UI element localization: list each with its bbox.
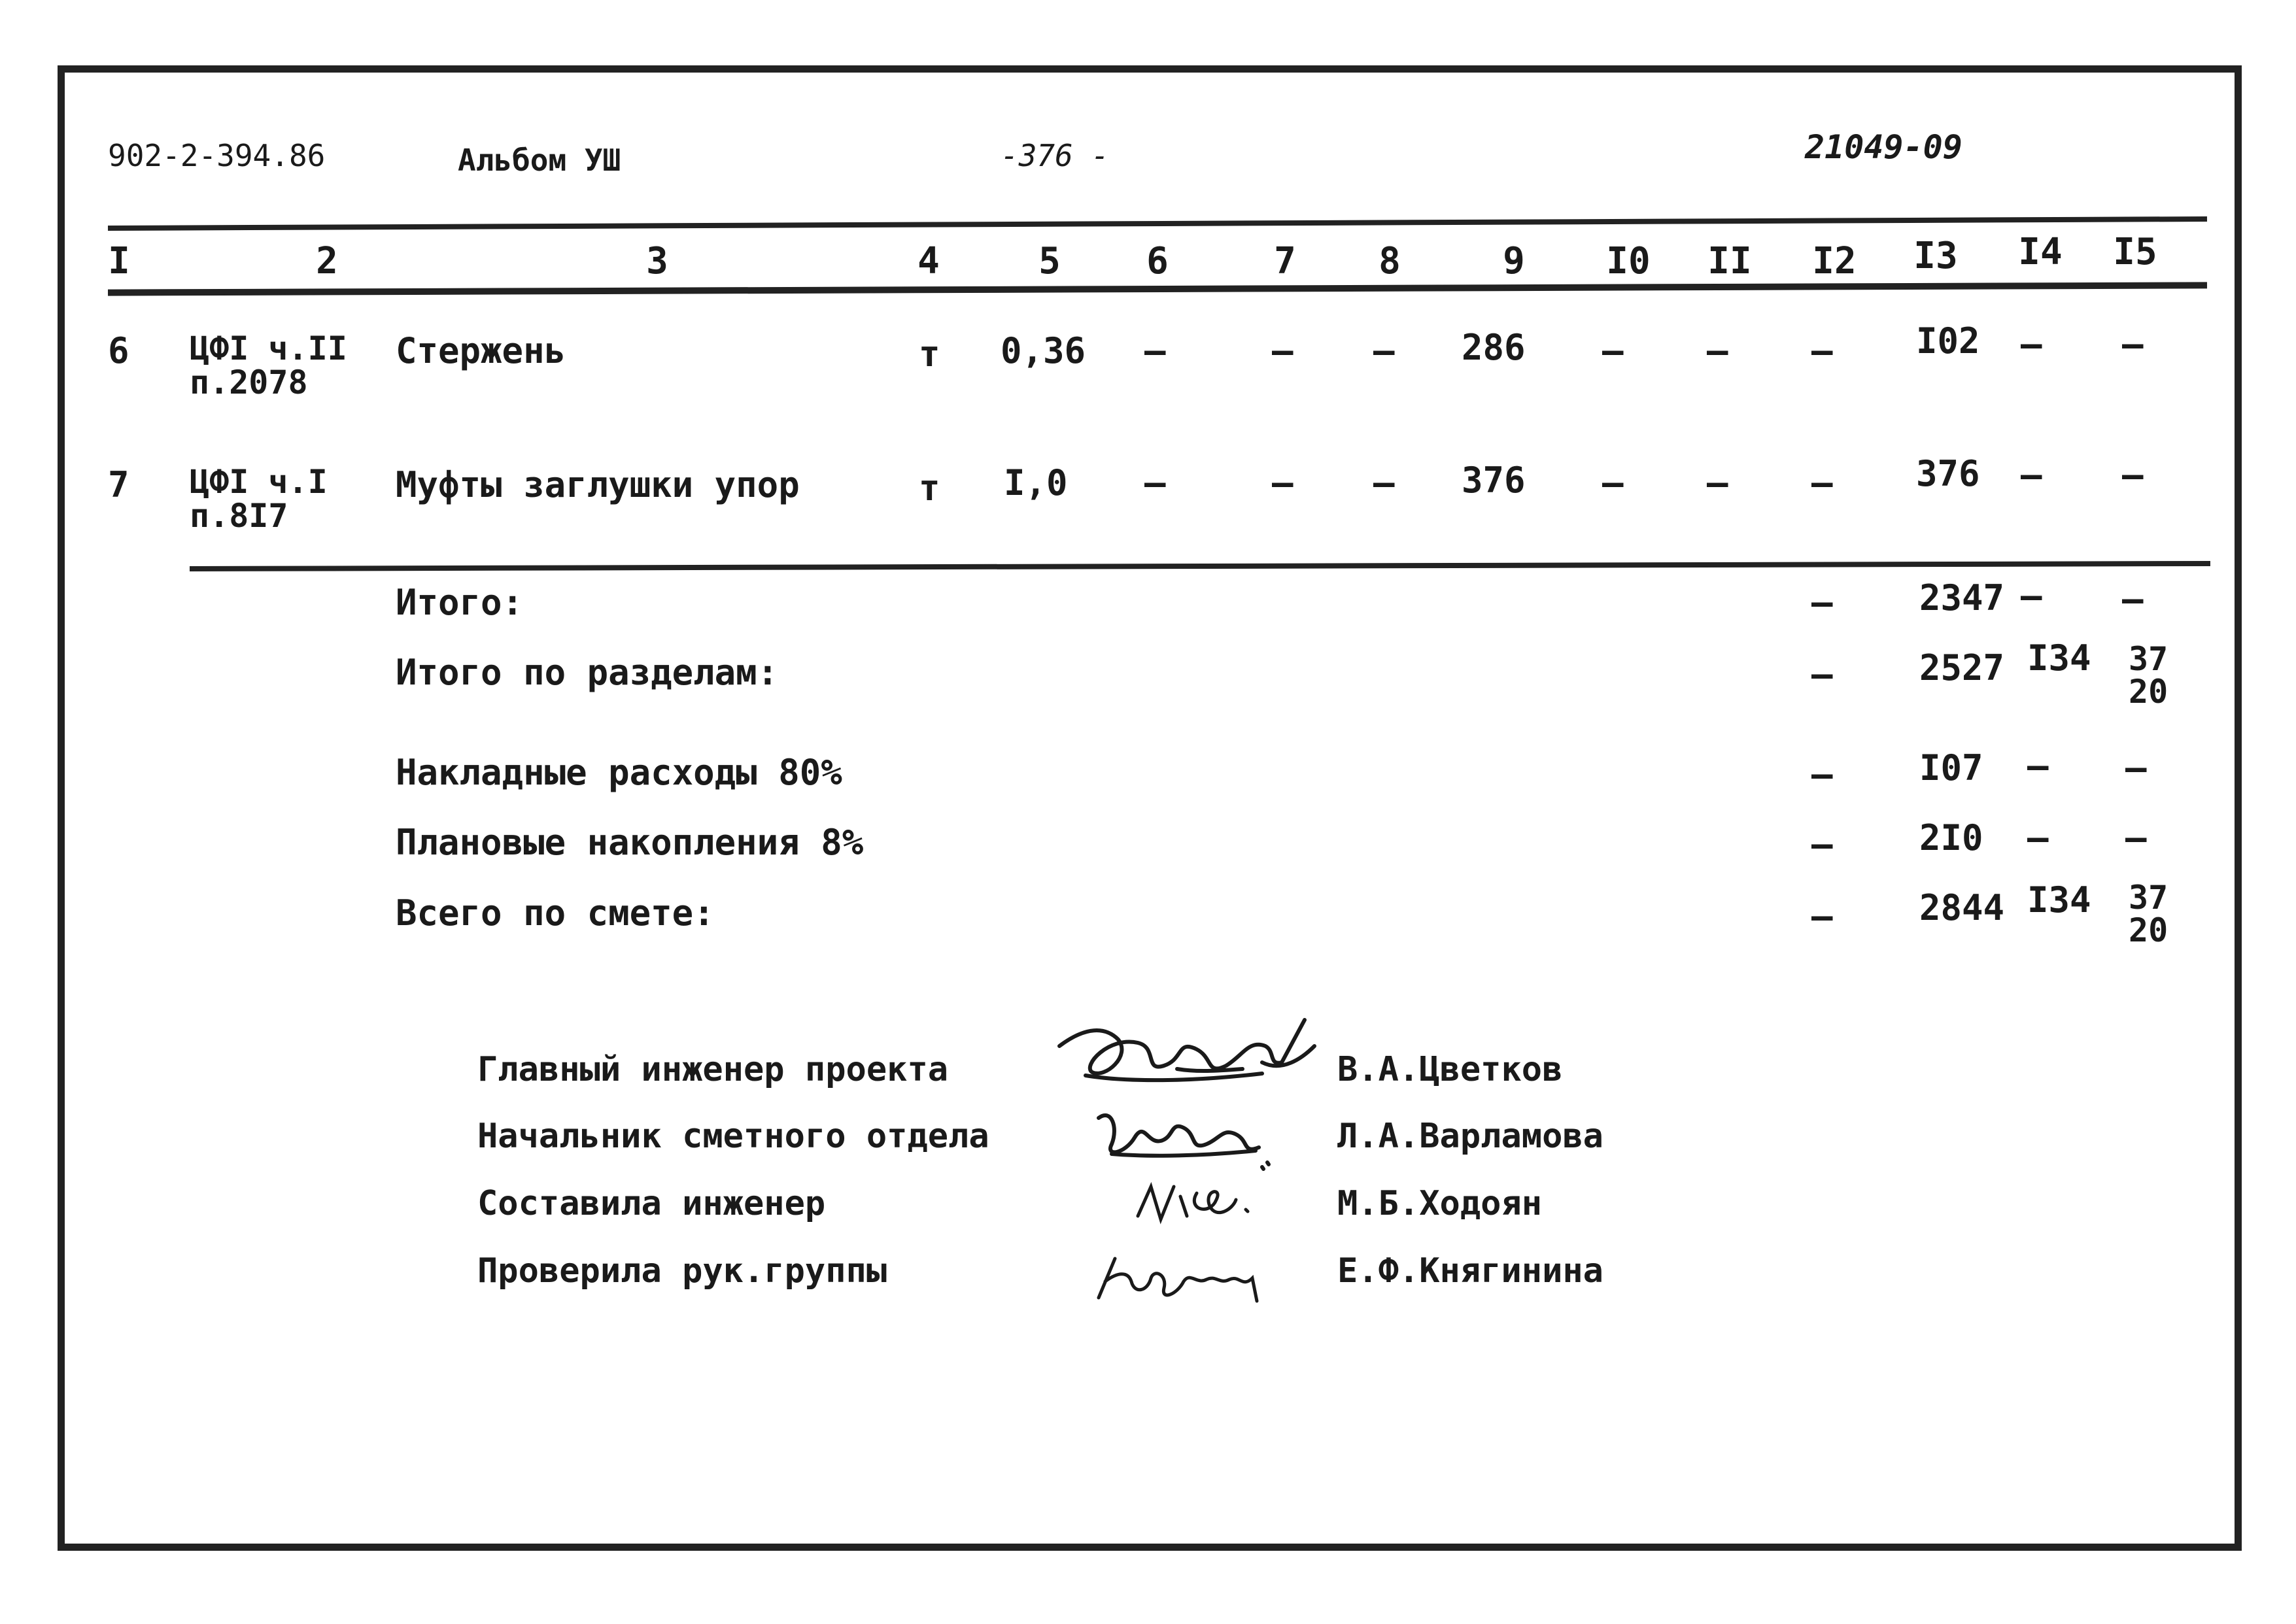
summary-planned-c13: 2I0 [1919,817,1983,858]
row-6-c13: I02 [1916,320,1980,362]
col-14: I4 [2018,231,2063,273]
summary-sections-c14: I34 [2027,637,2091,679]
row-6-c8: – [1373,330,1395,371]
col-11: II [1707,240,1752,282]
summary-planned-c12: – [1811,824,1833,865]
row-7-ref-1: ЦФI ч.I [190,463,328,501]
summary-label-overhead: Накладные расходы 80% [396,752,842,793]
row-7-num: 7 [108,464,129,505]
summary-label-sections: Итого по разделам: [396,652,779,693]
summary-label-total: Итого: [396,582,524,623]
row-6-ref-2: п.2078 [190,364,308,401]
sign-role-head-estimates: Начальник сметного отдела [477,1117,989,1156]
row-6-c6: – [1144,330,1166,371]
row-7-c10: – [1602,462,1624,503]
col-1: I [108,240,130,282]
summary-overhead-c13: I07 [1919,747,1983,788]
summary-overhead-c12: – [1811,754,1833,795]
row-6-c12: – [1811,330,1833,371]
row-7-c13: 376 [1916,453,1980,494]
sign-role-checked-by: Проверила рук.группы [477,1251,887,1291]
row-7-c8: – [1373,462,1395,503]
sign-role-compiled-by: Составила инженер [477,1184,826,1223]
summary-grand-c12: – [1811,896,1833,937]
signature-checked-by [1086,1239,1282,1317]
row-6-unit: т [919,333,940,375]
col-8: 8 [1379,240,1401,282]
summary-grand-c14: I34 [2027,879,2091,921]
row-7-c5: I,0 [1004,462,1068,503]
col-7: 7 [1274,240,1296,282]
row-7-c9: 376 [1462,460,1526,501]
summary-total-c12: – [1811,582,1833,623]
summary-total-c14: – [2021,575,2042,617]
doc-code: 902-2-394.86 [108,138,326,173]
sign-name-head-estimates: Л.А.Варламова [1337,1117,1603,1156]
row-7-ref-2: п.8I7 [190,497,288,535]
col-12: I2 [1812,240,1857,282]
album-label: Альбом УШ [458,143,621,178]
summary-total-c13: 2347 [1919,577,2005,618]
col-5: 5 [1038,240,1061,282]
summary-total-c15: – [2122,579,2144,620]
row-7-c15: – [2122,454,2144,496]
col-4: 4 [917,240,940,282]
summary-label-grand-total: Всего по смете: [396,892,715,934]
summary-overhead-c15: – [2125,747,2147,788]
row-6-c9: 286 [1462,327,1526,368]
stamp-number: 21049-09 [1805,128,1962,166]
col-2: 2 [316,240,338,282]
sign-role-chief-engineer: Главный инженер проекта [477,1050,949,1089]
row-7-c12: – [1811,462,1833,503]
col-3: 3 [646,240,668,282]
row-7-c6: – [1144,462,1166,503]
row-6-c14: – [2021,324,2042,365]
col-15: I5 [2113,231,2157,273]
row-6-c11: – [1707,330,1728,371]
col-10: I0 [1606,240,1651,282]
row-6-c10: – [1602,330,1624,371]
sign-name-checked-by: Е.Ф.Княгинина [1337,1251,1603,1291]
col-6: 6 [1146,240,1169,282]
sign-name-compiled-by: М.Б.Ходоян [1337,1184,1543,1223]
col-13: I3 [1913,235,1958,277]
summary-planned-c15: – [2125,817,2147,858]
summary-sections-c15-top: 37 [2129,640,2168,678]
row-7-c11: – [1707,462,1728,503]
row-6-ref-1: ЦФI ч.II [190,330,347,367]
row-6-name: Стержень [396,330,566,371]
summary-grand-c13: 2844 [1919,887,2005,928]
sign-name-chief-engineer: В.А.Цветков [1337,1050,1563,1089]
signature-head-estimates [1086,1092,1295,1183]
summary-overhead-c14: – [2027,745,2049,787]
col-9: 9 [1503,240,1525,282]
summary-sections-c15-bottom: 20 [2129,673,2168,711]
signature-compiled-by [1125,1170,1269,1242]
row-7-name: Муфты заглушки упор [396,464,800,505]
summary-grand-c15-bottom: 20 [2129,911,2168,949]
summary-grand-c15-top: 37 [2129,879,2168,917]
row-7-c14: – [2021,454,2042,496]
page-number: -376 - [1001,138,1110,173]
row-7-unit: т [919,467,940,509]
summary-sections-c12: – [1811,654,1833,695]
row-6-c5: 0,36 [1001,330,1086,371]
row-6-num: 6 [108,330,129,371]
row-6-c7: – [1272,330,1294,371]
summary-label-planned: Плановые накопления 8% [396,822,864,863]
row-6-c15: – [2122,324,2144,365]
summary-sections-c13: 2527 [1919,647,2005,688]
row-7-c7: – [1272,462,1294,503]
summary-planned-c14: – [2027,817,2049,858]
